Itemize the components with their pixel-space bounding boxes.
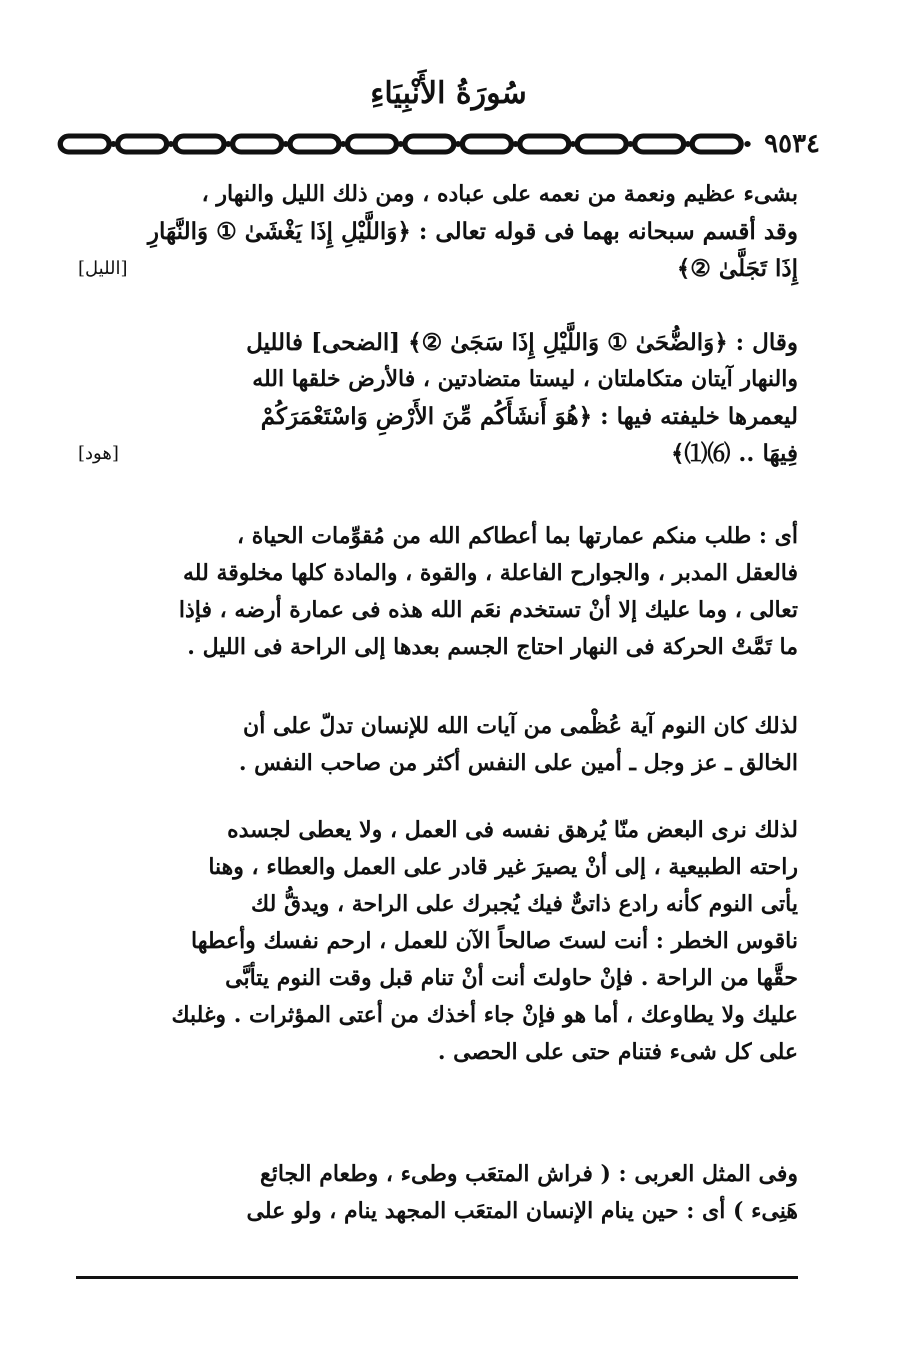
paragraph-6 (78, 1156, 798, 1230)
verse-line (78, 435, 798, 472)
paragraph-5 (78, 812, 798, 1071)
paragraph-4 (78, 708, 798, 782)
text-line: على كل شىء فتنام حتى على الحصى . (437, 1039, 798, 1065)
text-line: ما تَمَّتْ الحركة فى النهار احتاج الجسم بعدها إلى الراحة فى الليل . (187, 634, 798, 660)
chain-ornament-icon (56, 129, 758, 159)
header-ornament-row (56, 124, 826, 164)
text-line: يأتى النوم كأنه رادع ذاتىٌّ فيك يُجبرك على الراحة ، ويدقُّ لك (251, 891, 798, 917)
text-line: هَنِىء ) أى : حين ينام الإنسان المتعَب المجهد ينام ، ولو على (246, 1198, 798, 1224)
text-line: لذلك كان النوم آية عُظْمى من آيات الله للإنسان تدلّ على أن (243, 713, 798, 739)
verse-end: إِذَا تَجَلَّىٰ ②﴾ (676, 255, 798, 282)
text-line: تعالى ، وما عليك إلا أنْ تستخدم نعَم الله هذه فى عمارة أرضه ، فإذا (178, 597, 798, 623)
surah-reference: [هود] (78, 443, 119, 464)
page-number: ٩٥٣٤ (764, 129, 820, 159)
paragraph-3 (78, 518, 798, 666)
text-line: ليعمرها خليفته فيها : ﴿هُوَ أَنشَأَكُم مِّنَ الأَرْضِ وَاسْتَعْمَرَكُمْ (260, 403, 798, 430)
footer-divider (76, 1276, 798, 1279)
text-line: بشىء عظيم ونعمة من نعمه على عباده ، ومن ذلك الليل والنهار ، (201, 181, 798, 207)
text-line: عليك ولا يطاوعك ، أما هو فإنْ جاء أخذك من أعتى المؤثرات . وغلبك (171, 1002, 798, 1028)
text-line: راحته الطبيعية ، إلى أنْ يصيرَ غير قادر على العمل والعطاء ، وهنا (208, 854, 798, 880)
text-line: وقد أقسم سبحانه بهما فى قوله تعالى : ﴿وَاللَّيْلِ إِذَا يَغْشَىٰ ① وَالنَّهَارِ (147, 218, 798, 245)
verse-end: فِيهَا .. ⑹⑴﴾ (670, 440, 798, 467)
paragraph-2 (78, 324, 798, 472)
text-line: الخالق ـ عز وجل ـ أمين على النفس أكثر من صاحب النفس . (238, 750, 798, 776)
text-line: وفى المثل العربى : ( فراش المتعَب وطىء ، وطعام الجائع (259, 1161, 798, 1187)
text-line: والنهار آيتان متكاملتان ، ليستا متضادتين ، فالأرض خلقها الله (252, 366, 798, 392)
surah-title: سُورَةُ الأَنْبِيَاءِ (370, 76, 527, 111)
text-line: فالعقل المدبر ، والجوارح الفاعلة ، والقوة ، والمادة كلها مخلوقة لله (183, 560, 798, 586)
text-line: ناقوس الخطر : أنت لستَ صالحاً الآن للعمل ، ارحم نفسك وأعطها (191, 928, 798, 954)
text-line: أى : طلب منكم عمارتها بما أعطاكم الله من مُقوِّمات الحياة ، (237, 523, 798, 549)
text-line: وقال : ﴿وَالضُّحَىٰ ① وَاللَّيْلِ إِذَا سَجَىٰ ②﴾ [الضحى] فالليل (246, 329, 798, 356)
paragraph-1 (78, 176, 798, 287)
text-line: حقَّها من الراحة . فإنْ حاولتَ أنت أنْ تنام قبل وقت النوم يتأبَّى (225, 965, 798, 991)
text-line: لذلك نرى البعض منّا يُرهق نفسه فى العمل ، ولا يعطى لجسده (227, 817, 798, 843)
surah-reference: [الليل] (78, 258, 128, 279)
verse-line (78, 250, 798, 287)
